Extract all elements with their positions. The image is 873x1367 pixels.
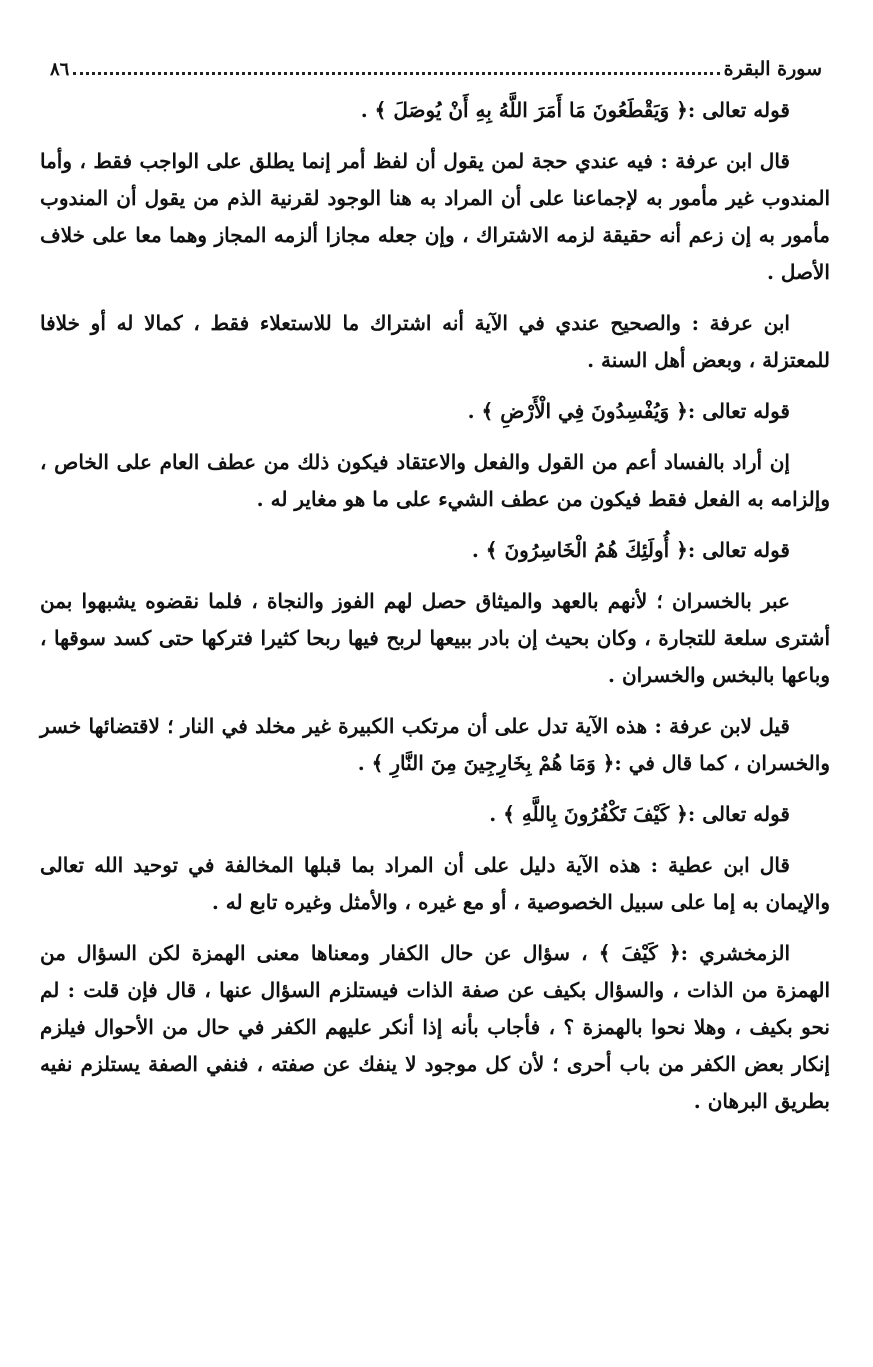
verse-tail: . <box>360 98 375 122</box>
verse-tail: . <box>471 538 486 562</box>
verse-heading <box>40 393 830 430</box>
paragraph: ابن عرفة : والصحيح عندي في الآية أنه اشتراك ما للاستعلاء فقط ، كمالا له أو خلافا للمعتزلة ، وبعض أهل السنة . <box>40 311 830 372</box>
paragraph-with-quote <box>40 708 830 782</box>
page <box>40 58 830 1134</box>
quran-quote: ﴿ كَيْفَ تَكْفُرُونَ بِاللَّهِ ﴾ <box>503 802 688 826</box>
verse-tail: . <box>489 802 504 826</box>
running-head-dots <box>73 60 719 75</box>
paragraph: قال ابن عرفة : فيه عندي حجة لمن يقول أن لفظ أمر إنما يطلق على الواجب فقط ، وأما المندوب غير مأمور به لإجماعنا على أن المراد به هنا الوجود لقرنية الذم من يقول أن المندوب مأمور به إن زعم أنه حقيقة لزمه الاشتراك ، وإن جعله مجازا ألزمه المجاز وهما معا على خلاف الأصل . <box>40 149 830 284</box>
verse-heading <box>40 92 830 129</box>
paragraph: عبر بالخسران ؛ لأنهم بالعهد والميثاق حصل لهم الفوز والنجاة ، فلما نقضوه يشبهوا بمن أشترى سلعة للتجارة ، وكان بحيث إن بادر ببيعها لربح فيها ربحا كثيرا فتركها حتى كسد سوقها ، وباعها بالبخس والخسران . <box>40 589 830 687</box>
paragraph: قال ابن عطية : هذه الآية دليل على أن المراد بما قبلها المخالفة في توحيد الله تعالى والإيمان به إما على سبيل الخصوصية ، أو مع غيره ، والأمثل وغيره تابع له . <box>40 853 830 914</box>
quran-quote: ﴿ وَيُفْسِدُونَ فِي الْأَرْضِ ﴾ <box>481 399 688 423</box>
verse-tail: . <box>467 399 482 423</box>
quran-quote: ﴿ وَيَقْطَعُونَ مَا أَمَرَ اللَّهُ بِهِ أَنْ يُوصَلَ ﴾ <box>374 98 688 122</box>
verse-lead: قوله تعالى : <box>687 538 790 562</box>
running-head-surah: سورة البقرة <box>723 58 822 80</box>
verse-lead: قوله تعالى : <box>687 399 790 423</box>
verse-lead: قوله تعالى : <box>687 98 790 122</box>
paragraph-text: قيل لابن عرفة : هذه الآية تدل على أن مرتكب الكبيرة غير مخلد في النار ؛ لاقتضائها خسر والخسران ، كما قال في : <box>40 714 830 775</box>
paragraph-lead: الزمخشري : <box>680 941 791 965</box>
verse-lead: قوله تعالى : <box>687 802 790 826</box>
verse-heading <box>40 532 830 569</box>
paragraph-tail: . <box>357 751 372 775</box>
verse-heading <box>40 796 830 833</box>
running-head <box>40 58 830 88</box>
page-number: ٨٦ <box>50 59 70 80</box>
paragraph: إن أراد بالفساد أعم من القول والفعل والاعتقاد فيكون ذلك من عطف العام على الخاص ، وإلزامه به الفعل فقط فيكون من عطف الشيء على ما هو مغاير له . <box>40 450 830 511</box>
paragraph-with-quote <box>40 935 830 1120</box>
quran-quote: ﴿ كَيْفَ ﴾ <box>598 941 681 965</box>
paragraph-text: ، سؤال عن حال الكفار ومعناها معنى الهمزة لكن السؤال من الهمزة من الذات ، والسؤال بكيف عن صفة الذات فيستلزم السؤال عنها ، قال فإن قلت : لم نحو بكيف ، وهلا نحوا بالهمزة ؟ ، فأجاب بأنه إذا أنكر عليهم الكفر في حال من الأحوال فيلزم إنكار بعض الكفر من باب أحرى ؛ لأن كل موجود لا ينفك عن صفته ، فنفي الصفة يستلزم نفيه بطريق البرهان . <box>40 941 831 1113</box>
quran-quote: ﴿ وَمَا هُمْ بِخَارِجِينَ مِنَ النَّارِ ﴾ <box>371 751 615 775</box>
quran-quote: ﴿ أُولَئِكَ هُمُ الْخَاسِرُونَ ﴾ <box>485 538 688 562</box>
